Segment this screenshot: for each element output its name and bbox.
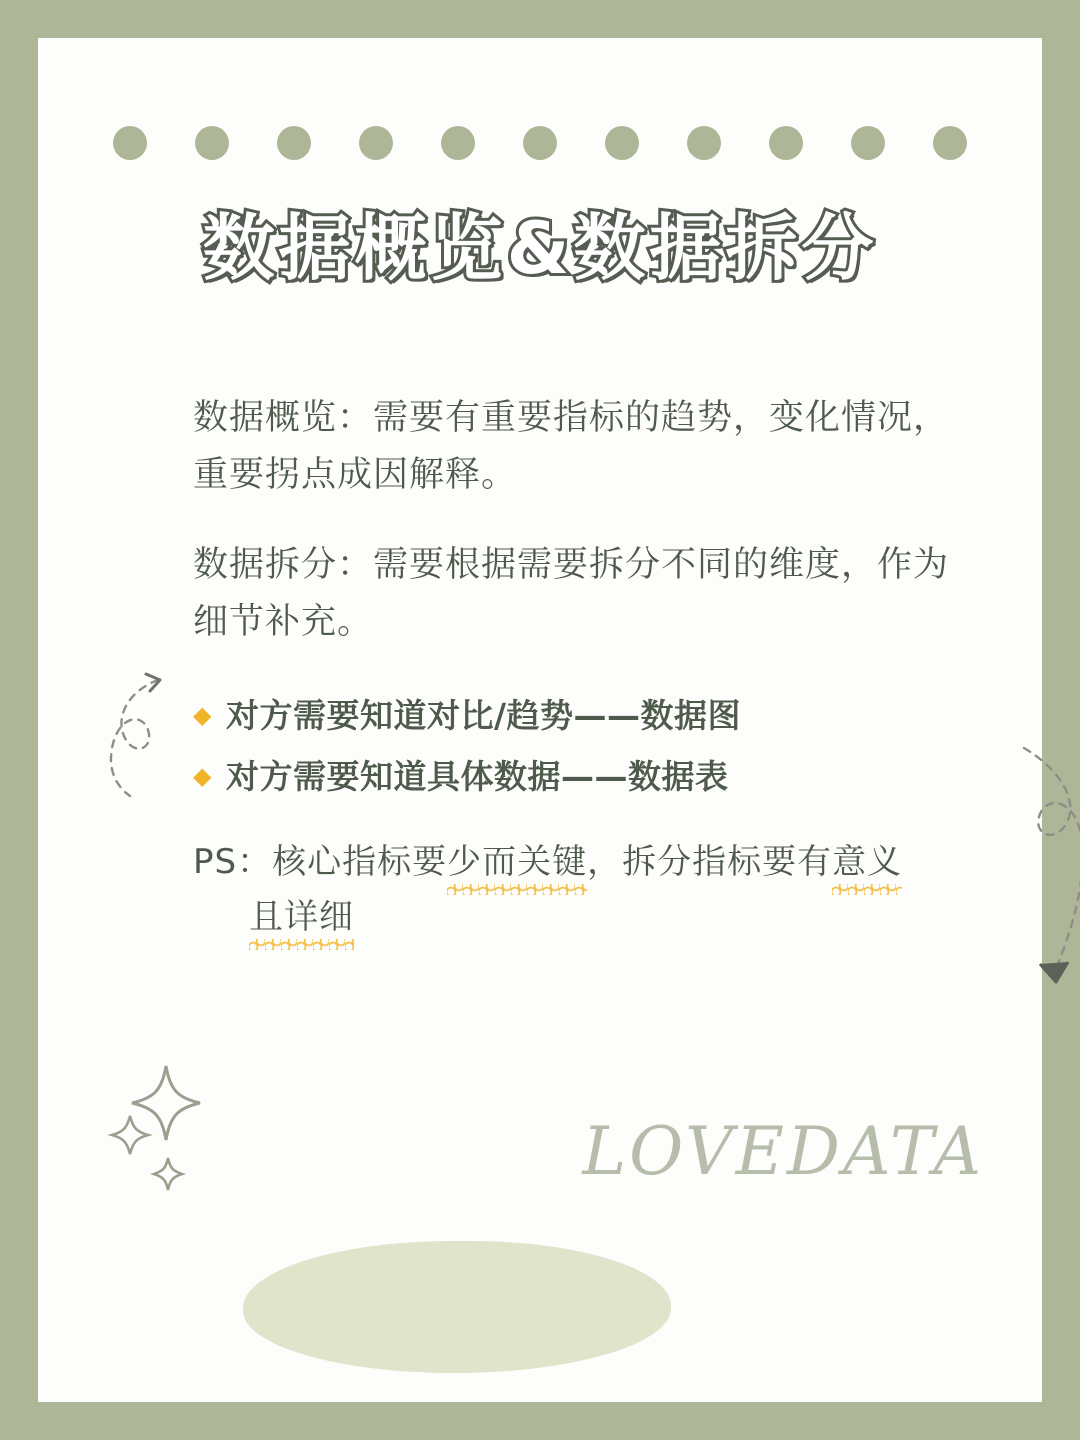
- punch-hole: [277, 126, 311, 160]
- diamond-icon: ◆: [193, 761, 212, 790]
- sparkle-icon: [108, 1058, 238, 1198]
- diamond-icon: ◆: [193, 700, 212, 729]
- paragraph-overview: 数据概览：需要有重要指标的趋势，变化情况，重要拐点成因解释。: [193, 398, 950, 495]
- note-card: [38, 38, 1042, 1402]
- list-item-label: 对方需要知道对比/趋势——数据图: [225, 695, 742, 735]
- page-title: 数据概览&数据拆分: [202, 206, 878, 290]
- punch-hole: [113, 126, 147, 160]
- list-item-label: 对方需要知道具体数据——数据表: [225, 756, 729, 796]
- punch-hole: [605, 126, 639, 160]
- curly-arrow-left-icon: [96, 668, 176, 808]
- curly-arrow-right-icon: [1006, 738, 1080, 998]
- list-item: [193, 746, 953, 807]
- ps-middle: ，拆分指标要有: [587, 841, 833, 882]
- ps-prefix: PS：核心指标要: [193, 841, 448, 882]
- ps-highlight-3: 且详细: [249, 897, 354, 950]
- watermark: LOVEDATA: [582, 1113, 984, 1190]
- ps-highlight-1: 少而关键: [447, 842, 587, 895]
- punch-hole-row: [38, 126, 1042, 160]
- ps-highlight-2: 意义: [832, 842, 902, 895]
- punch-hole: [769, 126, 803, 160]
- punch-hole: [441, 126, 475, 160]
- punch-hole: [359, 126, 393, 160]
- punch-hole: [687, 126, 721, 160]
- bullet-list: [193, 685, 953, 807]
- ps-note: [193, 835, 953, 945]
- punch-hole: [523, 126, 557, 160]
- brush-stroke-decoration: [243, 1241, 671, 1373]
- list-item: [193, 685, 953, 746]
- punch-hole: [851, 126, 885, 160]
- punch-hole: [933, 126, 967, 160]
- note-body: [193, 390, 953, 945]
- paragraph-breakdown: 数据拆分：需要根据需要拆分不同的维度，作为细节补充。: [193, 545, 950, 643]
- punch-hole: [195, 126, 229, 160]
